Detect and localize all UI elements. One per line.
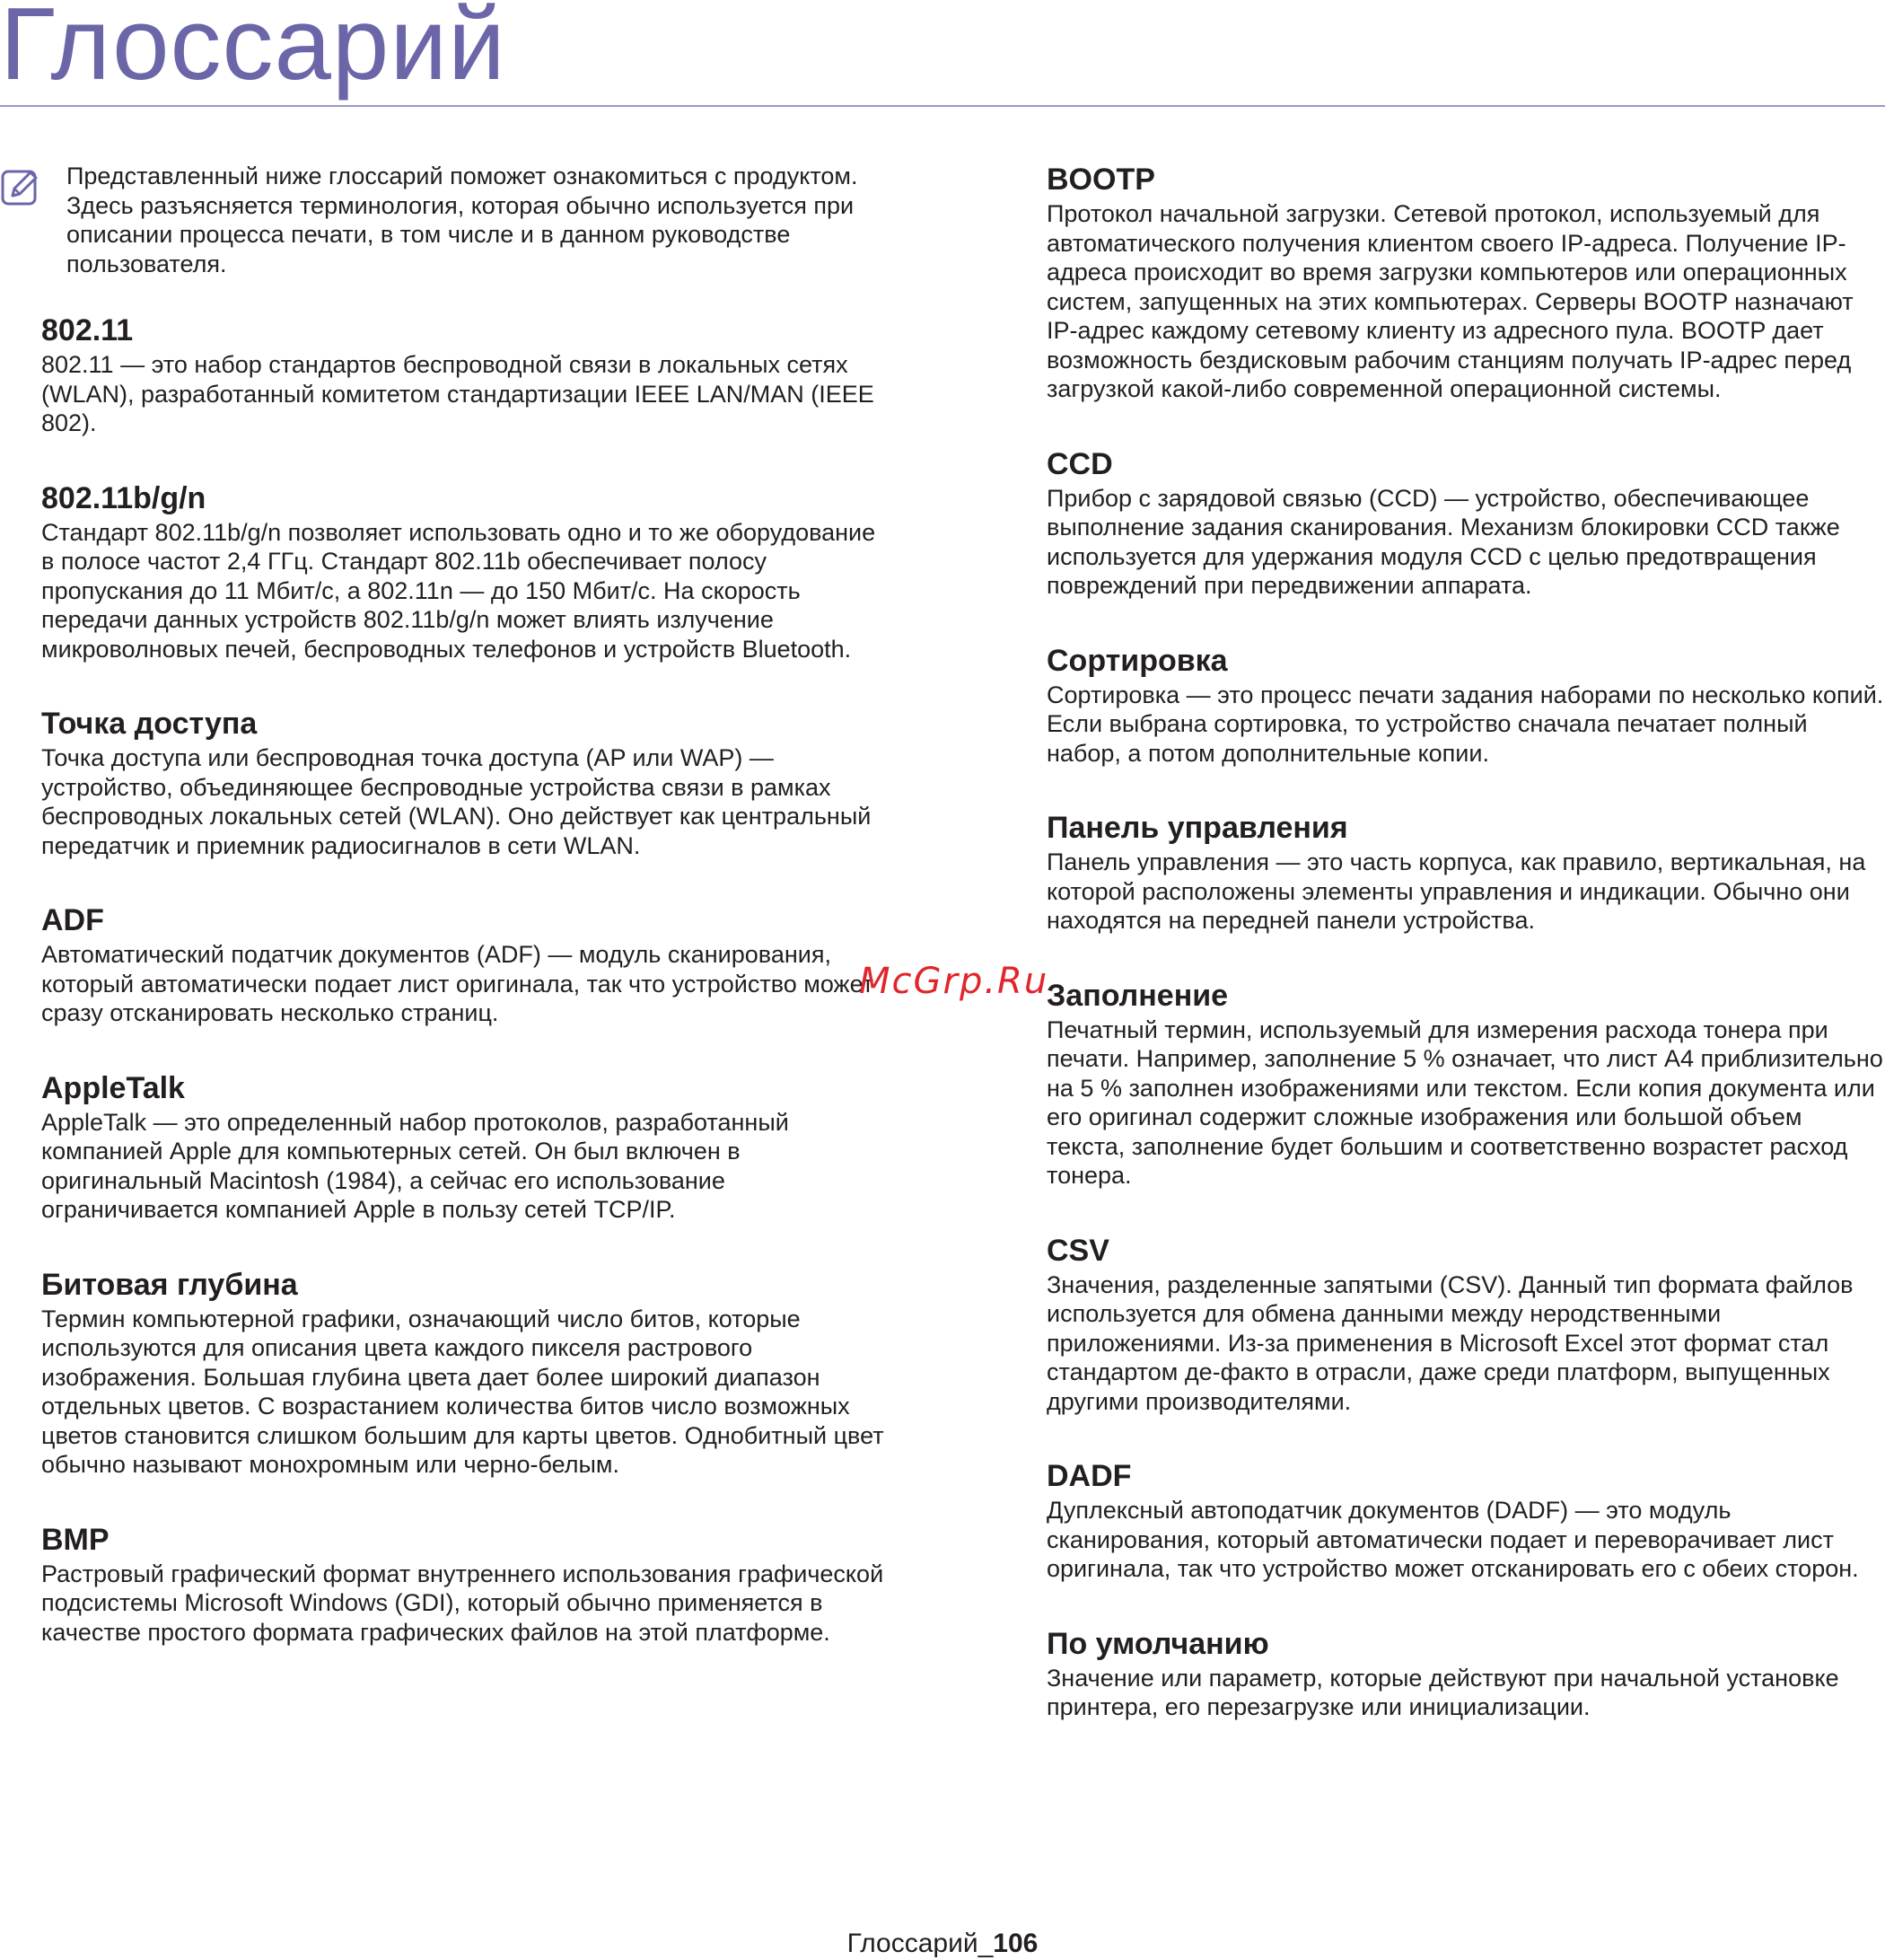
right-column: [1047, 162, 1885, 1764]
page-number: 106: [993, 1929, 1039, 1958]
glossary-term: По умолчанию: [1047, 1626, 1269, 1661]
left-column: [41, 162, 885, 1689]
page-footer: [0, 1929, 1885, 1959]
glossary-definition: Панель управления — это часть корпуса, как правило, вертикальная, на которой расположены элементы управления и индикации. Обычно они находятся на передней панели устройства.: [1047, 848, 1866, 934]
glossary-entry: [1047, 1626, 1885, 1722]
glossary-definition: Термин компьютерной графики, означающий число битов, которые используются для описания цвета каждого пикселя растрового изображения. Большая глубина цвета дает более широкий диапазон отдельных цветов. С возрастанием количества битов число возможных цветов становится слишком большим для карты цветов. Однобитный цвет обычно называют монохромным или черно-белым.: [41, 1305, 884, 1478]
glossary-entry: [1047, 446, 1885, 601]
glossary-term: BOOTP: [1047, 163, 1155, 197]
glossary-entry: [41, 480, 885, 664]
note-pencil-icon: [0, 167, 41, 208]
title-rule: [0, 105, 1885, 107]
glossary-entry: [1047, 162, 1885, 404]
glossary-definition: Дуплексный автоподатчик документов (DADF) — это модуль сканирования, который автоматически подает и переворачивает лист оригинала, так что устройство может отсканировать его с обеих сторон.: [1047, 1497, 1859, 1582]
glossary-term: Битовая глубина: [41, 1267, 298, 1302]
intro-note-text: Представленный ниже глоссарий поможет ознакомиться с продуктом. Здесь разъясняется терминология, которая обычно используется при описании процесса печати, в том числе и в данном руководстве пользователя.: [66, 163, 858, 277]
footer-label: Глоссарий_: [846, 1929, 994, 1958]
glossary-definition: Сортировка — это процесс печати задания наборами по несколько копий. Если выбрана сортировка, то устройство сначала печатает полный набор, а потом дополнительные копии.: [1047, 681, 1884, 767]
intro-note: [41, 162, 885, 278]
glossary-entry: [41, 1070, 885, 1225]
glossary-term: 802.11b/g/n: [41, 480, 206, 515]
glossary-definition: 802.11 — это набор стандартов беспроводной связи в локальных сетях (WLAN), разработанный комитетом стандартизации IEEE LAN/MAN (IEEE 802).: [41, 351, 874, 436]
glossary-entry: [1047, 978, 1885, 1191]
page-title: Глоссарий: [0, 0, 506, 101]
glossary-definition: AppleTalk — это определенный набор протоколов, разработанный компанией Apple для компьютерных сетей. Он был включен в оригинальный Macintosh (1984), а сейчас его использование ограничивается компанией Apple в пользу сетей TCP/IP.: [41, 1108, 789, 1223]
glossary-definition: Печатный термин, используемый для измерения расхода тонера при печати. Например, заполнение 5 % означает, что лист A4 приблизительно на 5 % заполнен изображениями или текстом. Если копия документа или его оригинал содержит сложные изображения или большой объем текста, заполнение будет большим и соответственно возрастет расход тонера.: [1047, 1015, 1883, 1189]
glossary-definition: Автоматический податчик документов (ADF) — модуль сканирования, который автоматически подает лист оригинала, так что устройство может сразу отсканировать несколько страниц.: [41, 941, 874, 1026]
glossary-term: Сортировка: [1047, 643, 1228, 678]
glossary-term: CCD: [1047, 446, 1113, 481]
glossary-term: CSV: [1047, 1233, 1109, 1268]
glossary-definition: Протокол начальной загрузки. Сетевой протокол, используемый для автоматического получения клиентом своего IP-адреса. Получение IP-адреса происходит во время загрузки компьютеров или операционных систем, запущенных на этих компьютерах. Серверы BOOTP назначают IP-адрес каждому сетевому клиенту из адресного пула. BOOTP дает возможность бездисковым рабочим станциям получать IP-адрес перед загрузкой какой-либо современной операционной системы.: [1047, 200, 1854, 402]
glossary-definition: Стандарт 802.11b/g/n позволяет использовать одно и то же оборудование в полосе частот 2,4 ГГц. Стандарт 802.11b обеспечивает полосу пропускания до 11 Мбит/с, а 802.11n — до 150 Мбит/с. На скорость передачи данных устройств 802.11b/g/n может влиять излучение микроволновых печей, беспроводных телефонов и устройств Bluetooth.: [41, 518, 876, 663]
glossary-term: DADF: [1047, 1459, 1132, 1493]
watermark: McGrp.Ru: [859, 961, 1049, 1002]
glossary-definition: Значение или параметр, которые действуют при начальной установке принтера, его перезагрузке или инициализации.: [1047, 1664, 1839, 1720]
glossary-term: 802.11: [41, 313, 134, 347]
glossary-entry: [41, 706, 885, 860]
glossary-definition: Прибор с зарядовой связью (CCD) — устройство, обеспечивающее выполнение задания сканирования. Механизм блокировки CCD также используется для удержания модуля CCD с целью предотвращения повреждений при передвижении аппарата.: [1047, 484, 1840, 599]
glossary-entry: [1047, 810, 1885, 936]
glossary-term: AppleTalk: [41, 1070, 185, 1105]
glossary-definition: Точка доступа или беспроводная точка доступа (AP или WAP) — устройство, объединяющее беспроводные устройства связи в рамках беспроводных локальных сетей (WLAN). Оно действует как центральный передатчик и приемник радиосигналов в сети WLAN.: [41, 744, 872, 859]
glossary-entry: [1047, 1458, 1885, 1584]
glossary-definition: Значения, разделенные запятыми (CSV). Данный тип формата файлов используется для обмена данными между неродственными приложениями. Из-за применения в Microsoft Excel этот формат стал стандартом де-факто в отрасли, даже среди платформ, выпущенных другими производителями.: [1047, 1270, 1854, 1415]
glossary-term: Точка доступа: [41, 707, 258, 741]
glossary-entry: [41, 312, 885, 438]
glossary-term: Заполнение: [1047, 978, 1229, 1013]
glossary-term: BMP: [41, 1522, 110, 1557]
glossary-entry: [1047, 1233, 1885, 1417]
glossary-entry: [41, 1267, 885, 1480]
glossary-entry: [41, 902, 885, 1028]
glossary-term: Панель управления: [1047, 811, 1348, 845]
glossary-entry: [1047, 643, 1885, 769]
glossary-definition: Растровый графический формат внутреннего использования графической подсистемы Microsoft Windows (GDI), который обычно применяется в качестве простого формата графических файлов на этой платформе.: [41, 1560, 884, 1646]
glossary-entry: [41, 1522, 885, 1648]
glossary-term: ADF: [41, 903, 104, 937]
left-entry-list: [41, 312, 885, 1647]
right-entry-list: [1047, 162, 1885, 1722]
